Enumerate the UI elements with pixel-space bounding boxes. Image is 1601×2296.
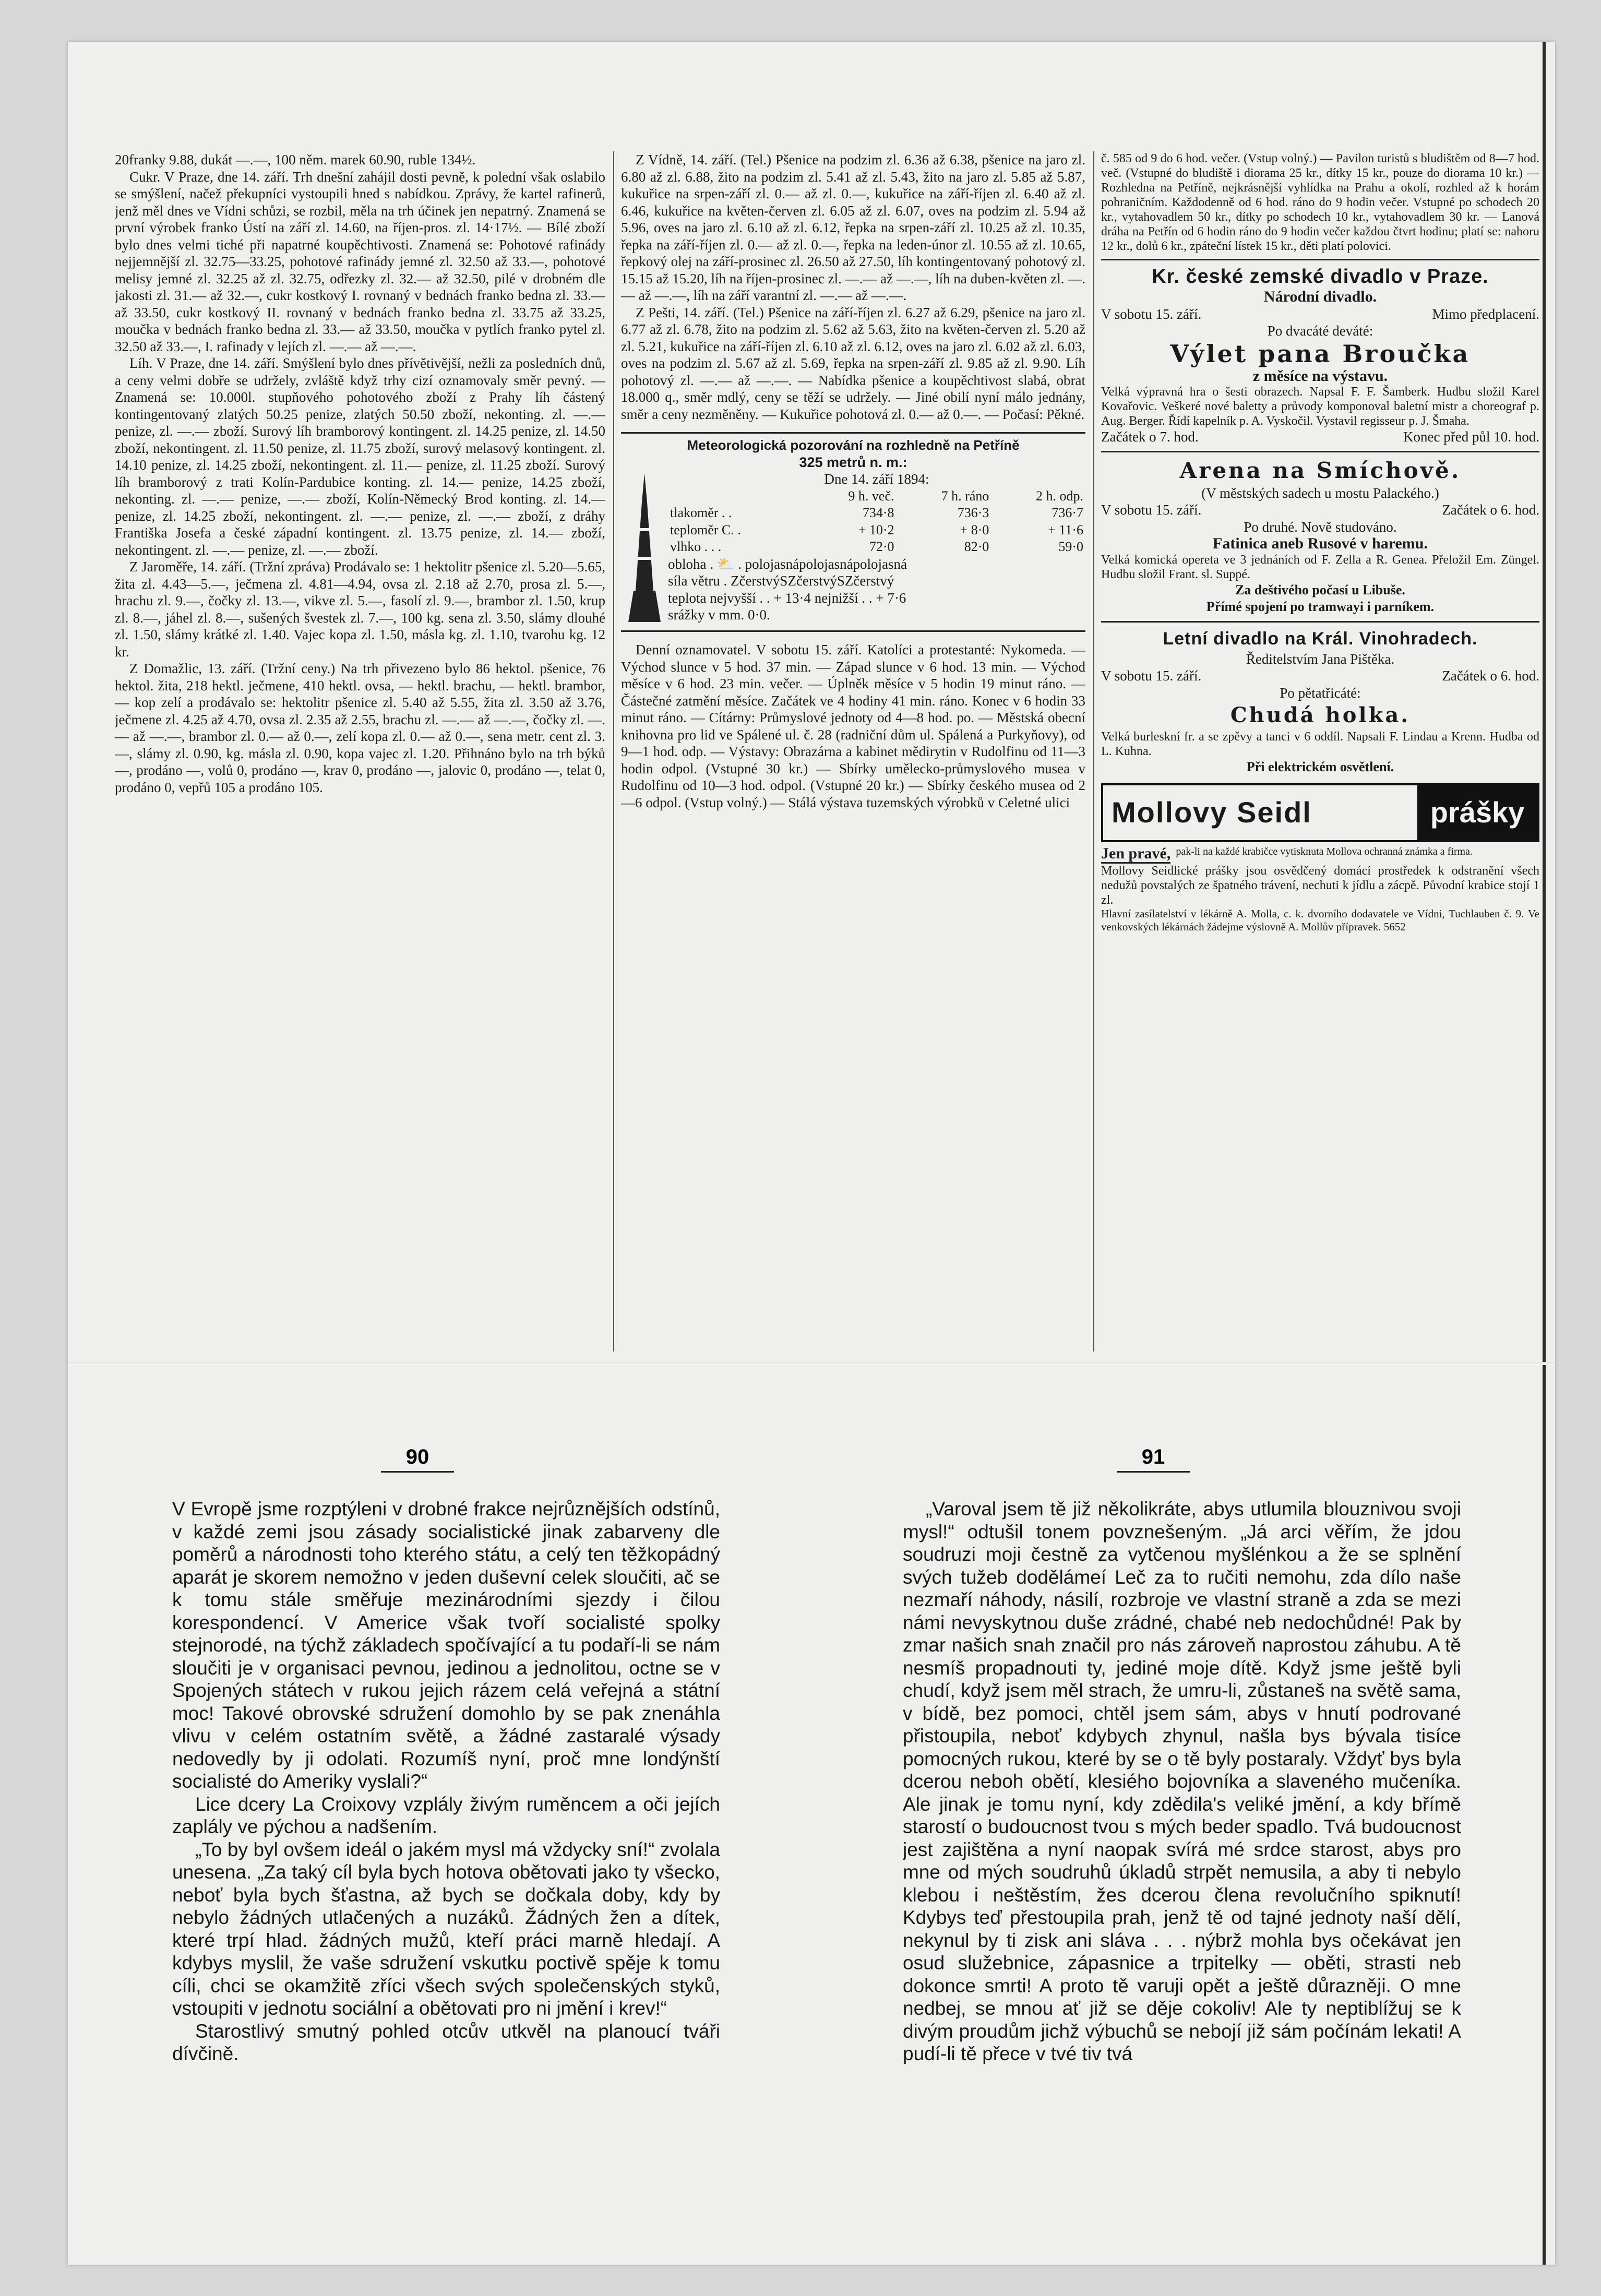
theatre-subtitle: Národní divadlo. bbox=[1263, 288, 1377, 305]
meteo-sky: obloha . ⛅ . polojasnápolojasnápolojasná bbox=[668, 556, 907, 572]
paragraph: „Varoval jsem tě již několikráte, abys utlumila blouznivou svoji mysl!“ odtušil tonem povznešeným. „Já arci věřím, že jdou soudruzi moji čestně za vytčenou myšlénkou a že se splnění svých tužeb dodělámeí Leč za to ručiti nemohu, zda dílo naše nezmaří náhody, násilí, rozbroje ve vlastní straně a zda se mezi námi nevyskytnou duše zrádné, chabé neb nedochůdné! Pak by zmar našich snah značil pro nás zároveň naprostou záhubu. A tě nesmíš propadnouti ty, jediné moje dítě. Když jsme ještě byli chudí, když jsem měl strach, že umru-li, zůstaneš na světě sama, v bídě, bez pomoci, chtěl jsem sám, abys v hnutí podrované přistoupila, neboť kdybych zhynul, našla bys bývala tisíce pomocných rukou, které by se o tě byly postaraly. Vždyť bys byla dcerou neboh obětí, klesiého bojovníka a slaveného mučeníka. Ale jinak je tomu nyní, kdy zdědila's veliké jmění, a kdy břímě starostí o budoucnost tvou s mých beder spadlo. Tvá budoucnost jest zajištěna a nyní naopak svírá mé srdce starost, abys pro mne od mých soudruhů úkladů strpět nemusila, a aby ti nebylo klebou i neštěstím, žes dcerou člena revolučního spiknutí! Kdybys teď přestoupila prah, jenž tě od tajné jednoty naší dělí, nekynul by ti zisk ani sláva . . . nýbrž mohla bys očekávat jen osud služebnice, zápasnice a trpitelky — oběti, strasti neb dokonce smrti! A proto tě varuji opět a ještě důrazněji. O mne nedbej, se mnou ať již se děje cokoliv! Ale ty neptiblížuj se k divým proudům jichž výbuchů se nebojí již sám počínám lekati! A pudí-li tě přece v tvé tiv tvá bbox=[903, 1498, 1461, 2064]
meteo-subtitle: 325 metrů n. m.: bbox=[799, 454, 907, 470]
meteo-row bbox=[668, 539, 1085, 556]
meteo-cell: tlakoměr . . bbox=[670, 505, 732, 520]
page-number-left: 90 bbox=[381, 1445, 454, 1473]
theatre-director: Ředitelstvím Jana Pištěka. bbox=[1246, 651, 1395, 667]
jaromer-market: Z Jaroměře, 14. září. (Tržní zpráva) Prodávalo se: 1 hektolitr pšenice zl. 5.20—5.65, žita zl. 4.43—5.—, ječmena zl. 4.81—4.94, ovsa zl. 2.18 až 2.70, prosa zl. 5.—, hrachu zl. 9.—, čočky zl. 13.—, vikve zl. 5.—, fasolí zl. 9.—, brambor zl. 1.50, krup zl. 8.—, jáhel zl. 8.—, sušených švestek zl. 7.—, 100 kg. sena zl. 3.50, slámy dlouhé zl. 1.50, slámy krátké zl. 1.40. Vajec kopa zl. 1.50, másla kg. zl. 1.10, tvarohu kg. 12 kr. bbox=[115, 559, 605, 660]
ad-body: Mollovy Seidlické prášky jsou osvědčený domácí prostředek k odstranění všech nedužů povstalých ze špatného trávení, nechuti k jídlu a zácpě. Původní krabice stojí 1 zl. bbox=[1101, 864, 1539, 907]
column-rule bbox=[613, 151, 614, 1352]
meteo-header: 7 h. ráno bbox=[941, 488, 989, 504]
petrin-tower-illustration bbox=[621, 471, 668, 627]
vienna-report: Z Vídně, 14. září. (Tel.) Pšenice na podzim zl. 6.36 až 6.38, pšenice na jaro zl. 6.80 až zl. 6.88, žito na podzim zl. 5.41 až zl. 5.43, žito na jaro zl. 5.85 až 5.87, kukuřice na srpen-září zl. 0.— až zl. 0.—, kukuřice na září-říjen zl. 6.40 až zl. 6.46, kukuřice na květen-červen zl. 6.05 až zl. 6.07, oves na podzim zl. 5.94 až 5.96, oves na jaro zl. 6.10 až zl. 6.12, řepka na srpen-září zl. 10.25 až zl. 10.35, řepka na září-říjen zl. 0.— až zl. 0.—, řepka na leden-únor zl. 10.55 až zl. 10.65, řepkový olej na září-prosinec zl. 26.50 až 27.50, líh kontingentovaný pohotový zl. 15.15 až 15.20, líh na říjen-prosinec zl. —.— až —.—, líh na duben-květen zl. —.— až —.—, líh na září varantní zl. —.— až —.—. bbox=[621, 152, 1085, 303]
meteo-row bbox=[668, 522, 1085, 539]
meteo-cell: + 8·0 bbox=[960, 522, 989, 537]
meteo-cell: teploměr C. . bbox=[670, 522, 741, 537]
national-theatre-notice bbox=[1101, 259, 1539, 446]
domazlice-market: Z Domažlic, 13. září. (Tržní ceny.) Na trh přivezeno bylo 86 hektol. pšenice, 76 hektol. žita, 218 hektl. ječmene, 410 hektl. ovsa, — hektl. brachu, — hektl. brambor, — kop zelí a prodávalo se: hektolitr pšenice zl. 5.40 až 5.55, žita zl. 3.50 až 3.76, ječmene zl. 4.25 až 4.70, ovsa zl. 2.35 až 2.55, brachu zl. —.— až —.—, čočky zl. —.— až —.—, brambor zl. 0.— až 0.—, zelí kopa zl. 0.— až 0.—, sena metr. cent zl. 3.—, slámy zl. 0.90, kg. másla zl. 0.90, kopa vajec zl. 1.20. Přihnáno bylo na trh býků —, prodáno —, volů 0, prodáno —, krav 0, prodáno —, jalovic 0, prodáno —, telat 0, prodáno 0, vepřů 105 a prodáno 105. bbox=[115, 661, 605, 795]
play-end: Konec před půl 10. hod. bbox=[1403, 429, 1539, 445]
paragraph: V Evropě jsme rozptýleni v drobné frakce nejrůznějších odstínů, v každé zemi jsou zásady socialistické jinak zabarveny dle poměrů a národnosti toho kterého státu, a celý ten těžkopádný aparát je skorem nemožno v jeden duševní celek sloučiti, ač se k tomu stále směřuje mezinárodními sjezdy i čilou korespondencí. V Americe však tvoří socialisté spolky stejnorodé, na týchž základech spočívající a tu podaří-li se nám sloučiti je v organisaci pevnou, jedinou a jednolitou, octne se v Spojených státech v rukou jejich rázem celá veřejná a státní moc! Takové obrovské sdružení domohlo by se pak znenáhla vlivu v celém ostatním světě, a žádné zastaralé výsady nedovedly by ji odolati. Rozumíš nyní, proč mne londýnští socialisté do Ameriky vyslali?“ bbox=[172, 1498, 720, 1792]
page-number-right: 91 bbox=[1117, 1445, 1190, 1473]
meteo-row bbox=[668, 505, 1085, 522]
meteo-cell: 734·8 bbox=[862, 505, 894, 520]
scanned-sheet bbox=[68, 42, 1555, 2265]
meteo-header bbox=[668, 488, 805, 505]
performance-start: Začátek o 6. hod. bbox=[1442, 502, 1539, 518]
pest-report: Z Pešti, 14. září. (Tel.) Pšenice na září-říjen zl. 6.27 až 6.29, pšenice na jaro zl. 6.77 až zl. 6.78, žito na podzim zl. 5.62 až 5.63, žito na květen-červen zl. 5.20 až zl. 5.21, kukuřice na září-říjen zl. 6.10 až zl. 6.12, oves na jaro zl. 6.02 až zl. 6.03, oves na podzim zl. 5.67 až zl. 5.69, řepka na srpen-září zl. 9.85 až zl. 9.90. Líh pohotový zl. —.— až —.—. — Nabídka pšenice a koupěchtivost slabá, obrat 18.000 q., směr mdlý, ceny se těží se udržely. — Jiné obilí nyní málo jednány, směr a ceny nezměněny. — Kukuřice pohotová zl. 0.— až 0.—. — Počasí: Pěkné. bbox=[621, 304, 1085, 422]
meteo-precipitation: srážky v mm. 0·0. bbox=[668, 607, 770, 623]
weather-note: Za deštivého počasí u Libuše. bbox=[1235, 582, 1405, 597]
transport-note: Přímé spojení po tramwayi i parníkem. bbox=[1206, 599, 1435, 614]
exchange-rates: 20franky 9.88, dukát —.—, 100 něm. marek 60.90, ruble 134½. bbox=[115, 152, 476, 168]
performance-date: V sobotu 15. září. bbox=[1101, 306, 1202, 322]
ad-brand: Mollovy Seidl bbox=[1112, 795, 1312, 829]
meteo-cell: 736·7 bbox=[1052, 505, 1083, 520]
paragraph: Lice dcery La Croixovy vzplály živým ruměncem a oči jejích zaplály ve pýchou a nadšením. bbox=[172, 1793, 720, 1837]
meteo-cell: 736·3 bbox=[957, 505, 989, 520]
spirits-report: Líh. V Praze, dne 14. září. Smýšlení bylo dnes přívětivější, nežli za posledních dnů, a ceny velmi dobře se udržely, zvláště když trhy cizí oznamovaly směr pevný. — Znamená se: 10.000l. stupňového pohotového zboží z Prahy líh částený kontingentovaný zlatých 50.25 penize, zlatých 50.50 zboží, nekonting. zl. —.— penize, zl. —.— zboží. Surový líh bramborový kontingent. zl. 14.25 penize, zl. 14.50 zboží, nekontingent. zl. 11.50 penize, zl. 11.75 zboží, surový melasový kontingent. zl. 14.10 penize, zl. 14.25 zboží, nekontingent. zl. 11.— penize, zl. 11.25 zboží. Surový líh bramborový z trati Kolín-Pardubice konting. zl. 14.— penize, 14.25 zboží, nekonting. zl. —.— penize, —.— zboží, Kolín-Německý Brod konting. zl. 14.— penize, zl. 14.25 zboží, nekontingent. zl. —.— penize, zl. —.— zboží, z dráhy Františka Josefa a české západní kontingent. zl. 13.75 penize, zl. 14.— zboží, nekontingent. zl. —.— penize, zl. —.— zboží. bbox=[115, 355, 605, 558]
lighting-note: Při elektrickém osvětlení. bbox=[1246, 759, 1394, 774]
column-rule bbox=[1093, 151, 1094, 1352]
meteo-header: 9 h. več. bbox=[848, 488, 894, 504]
page-edge bbox=[1543, 42, 1546, 2265]
meteo-wind: síla větru . ZčerstvýSZčerstvýSZčerstvý bbox=[668, 573, 894, 589]
play-title: Výlet pana Broučka bbox=[1170, 339, 1471, 368]
newspaper-column-3 bbox=[1101, 151, 1539, 1367]
meteo-temperature: teplota nejvyšší . . + 13·4 nejnižší . . + 7·6 bbox=[668, 590, 906, 606]
ad-footer: Hlavní zasílatelství v lékárně A. Molla, c. k. dvorního dodavatele ve Vídni, Tuchlauben č. 9. Ve venkovských lékárnách žádejme výslovně A. Mollův přípravek. 5652 bbox=[1101, 907, 1539, 933]
ad-tagline-note: pak-li na každé krabičce vytisknuta Mollova ochranná známka a firma. bbox=[1176, 845, 1473, 857]
meteo-cell: 82·0 bbox=[964, 539, 989, 554]
meteo-cell: 59·0 bbox=[1058, 539, 1083, 554]
moll-powder-ad-banner bbox=[1101, 783, 1539, 842]
paragraph: Starostlivý smutný pohled otcův utkvěl na planoucí tváři dívčině. bbox=[172, 2020, 720, 2064]
play-description: Velká komická opereta ve 3 jednáních od F. Zella a R. Genea. Přeložil Em. Züngel. Hudbu složil Frant. sl. Suppé. bbox=[1101, 553, 1539, 581]
performance-count: Po dvacáté deváté: bbox=[1267, 323, 1373, 339]
meteo-cell: + 11·6 bbox=[1048, 522, 1083, 537]
arena-smichov-notice bbox=[1101, 451, 1539, 616]
performance-count: Po druhé. Nově studováno. bbox=[1244, 519, 1397, 535]
play-title: Fatinica aneb Rusové v haremu. bbox=[1213, 535, 1428, 552]
meteo-cell: + 10·2 bbox=[858, 522, 894, 537]
theatre-title: Kr. české zemské divadlo v Praze. bbox=[1152, 266, 1489, 288]
performance-date: V sobotu 15. září. bbox=[1101, 668, 1202, 684]
play-description: Velká burleskní fr. a se zpěvy a tanci v 6 oddíl. Napsali F. Lindau a Krenn. Hudba od L. Kuhna. bbox=[1101, 730, 1539, 758]
book-page-right bbox=[903, 1498, 1461, 2218]
play-title: Chudá holka. bbox=[1230, 703, 1411, 727]
newspaper-column-1 bbox=[115, 151, 605, 1367]
play-description: Velká výpravná hra o šesti obrazech. Napsal F. F. Šamberk. Hudbu složil Karel Kovařovic. Veškeré nové baletty a průvody komponoval baletní mistr a choreograf p. Aug. Berger. Řídí kapelník p. A. Vyskočil. Vystavil regisseur p. J. Šmaha. bbox=[1101, 385, 1539, 428]
performance-note: Mimo předplacení. bbox=[1432, 306, 1539, 322]
ad-tagline: Jen pravé, bbox=[1101, 845, 1170, 864]
performance-start: Začátek o 6. hod. bbox=[1442, 668, 1539, 684]
page-fold bbox=[68, 1362, 1555, 1365]
meteo-box bbox=[621, 432, 1085, 632]
paragraph: „To by byl ovšem ideál o jakém mysl má vždycky sní!“ zvolala unesena. „Za taký cíl byla bych hotova obětovati jako ty všecko, neboť byla bych šťastna, až bych se dočkala doby, kdy by nebylo žádných utlačených a nuzáků. Žádných žen a dítek, které trpí hlad. žádných mužů, kteří práci marně hledají. A kdybys myslil, že vaše sdružení vskutku poctivě spěje k tomu cíli, chci se okamžitě zříci všech svých společenských styků, vstoupiti v jednotu sociální a obětovati pro ni jmění i krev!“ bbox=[172, 1838, 720, 2019]
theatre-title: Letní divadlo na Král. Vinohradech. bbox=[1163, 628, 1478, 649]
book-page-left bbox=[172, 1498, 720, 2218]
sugar-report: Cukr. V Praze, dne 14. září. Trh dnešní zahájil dosti pevně, k polední však oslabilo se smýšlení, načež překupníci vystoupili hned s nabídkou. Zprávy, že kartel rafinerů, jenž měl dnes ve Vídni schůzi, se rozbil, měla na trh účinek jen nepatrný. Znamená se první výrobek franko Ústí na září zl. 14.60, na říjen-pros. zl. 14·17½. — Bílé zboží bylo dnes velmi tiché při napatrné koupěchtivosti. Znamená se: Pohotové rafinády nejjemnější zl. 32.75—33.25, pohotové rafinády jemné zl. 32.50 až 33.—, pohotové melisy jemné zl. 32.25 až zl. 32.75, odřezky zl. 32.— až 32.50, pilé v drobném dle jakosti zl. 31.— až 32.—, cukr kostkový I. rovnaný v bednách franko bedna zl. 33.— až 33.50, cukr kostkový II. rovnaný v bednách franko bedna zl. 33.75 až 33.25, moučka v bednách franko bedna zl. 33.— až 33.50, moučka v pytlích franko pytel zl. 32.50 až 33.—, I. rafinady v lejích zl. —.— až —.—. bbox=[115, 169, 605, 354]
meteo-header-row bbox=[668, 488, 1085, 505]
performance-date: V sobotu 15. září. bbox=[1101, 502, 1202, 518]
meteo-header: 2 h. odp. bbox=[1036, 488, 1083, 504]
meteo-cell: 72·0 bbox=[869, 539, 894, 554]
newspaper-column-2 bbox=[621, 151, 1085, 1367]
petrin-attractions: č. 585 od 9 do 6 hod. večer. (Vstup volný.) — Pavilon turistů s bludištěm od 8—7 hod. več. (Vstupné do bludiště i diorama 25 kr., dítky 15 kr., pouze do diorama 10 kr.) — Rozhledna na Petříně, nejkrásnější vyhlídka na Prahu a okolí, rozhled až k horám pohraničním. Každodenně od 6 hod. ráno do 9 hodin večer. Vstupné po schodech 20 kr., vytahovadlem 50 kr., dítky po schodech 10 kr., vytahovadlem 30 kr. — Lanová dráha na Petřín od 6 hodin ráno do 9 hodin večer každou čtvrt hodinu; platí se: nahoru 12 kr., dolů 6 kr., zpáteční lístek 15 kr., děti platí polovici. bbox=[1101, 152, 1539, 253]
meteo-cell: vlhko . . . bbox=[670, 539, 722, 554]
vinohrady-theatre-notice bbox=[1101, 621, 1539, 776]
play-start: Začátek o 7. hod. bbox=[1101, 429, 1199, 445]
theatre-title: Arena na Smíchově. bbox=[1179, 457, 1461, 483]
meteo-title: Meteorologická pozorování na rozhledně na Petříně bbox=[687, 437, 1020, 453]
daily-announcer: Denní oznamovatel. V sobotu 15. září. Katolíci a protestanté: Nykomeda. — Východ slunce v 5 hod. 37 min. — Západ slunce v 6 hod. 13 min. — Východ měsíce v 6 hod. 23 min. večer. — Úplněk měsíce v 5 hodin 19 minut ráno. — Částečné zatmění měsíce. Začátek ve 4 hodiny 41 min. ráno. Konec v 6 hodin 33 minut ráno. — Cítárny: Průmyslové jednoty od 4—8 hod. po. — Městská obecní knihovna pro lid ve Spálené ul. č. 28 (radniční dům ul. Spálená a Purkyňovy), od 9—1 hod. odp. — Výstavy: Obrazárna a kabinet mědirytin v Rudolfinu od 11—3 hodin odpol. (Vstupné 30 kr.) — Sbírky umělecko-průmyslového musea v Rudolfinu od 10—3 hod. odpol. (Vstupné 20 kr.) — Sbírky českého musea od 2—6 odpol. (Vstup volný.) — Stálá výstava tuzemských výrobků v Celetné ulici bbox=[621, 642, 1085, 810]
theatre-location: (V městských sadech u mostu Palackého.) bbox=[1201, 485, 1439, 501]
play-subtitle: z měsíce na výstavu. bbox=[1252, 367, 1388, 385]
performance-count: Po pětatřicáté: bbox=[1280, 685, 1361, 701]
ad-product: prášky bbox=[1417, 785, 1537, 840]
meteo-date: Dne 14. září 1894: bbox=[824, 471, 929, 487]
meteo-table bbox=[668, 488, 1085, 556]
